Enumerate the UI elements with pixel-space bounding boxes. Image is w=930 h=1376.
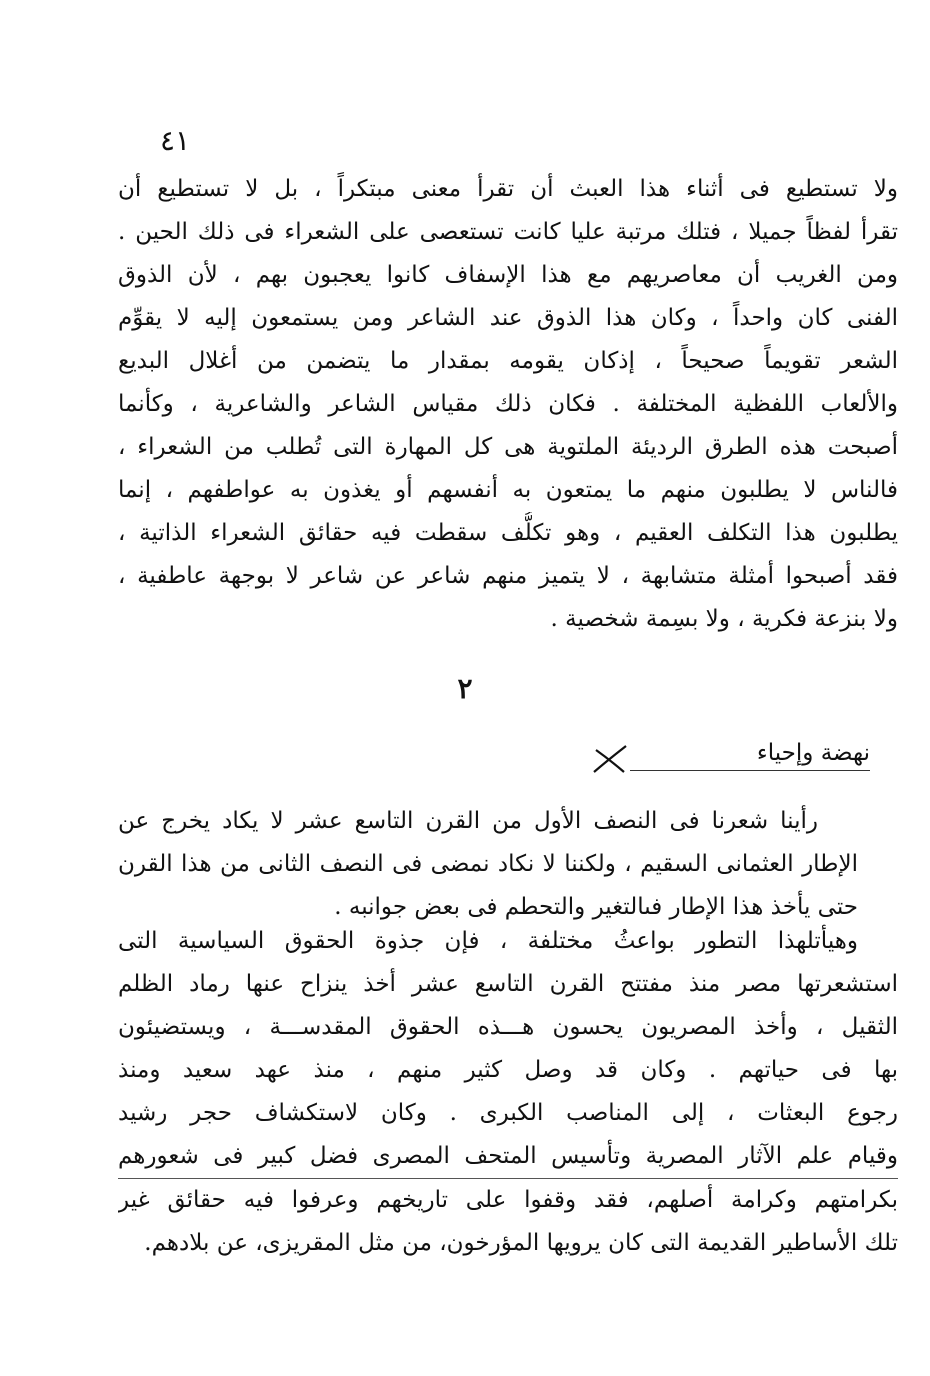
text-line: الإطار العثمانى السقيم ، ولكننا لا نكاد نمضى فى النصف الثانى من هذا القرن: [118, 851, 858, 877]
text-line: ولا تستطيع فى أثناء هذا العبث أن تقرأ معنى مبتكراً ، بل لا تستطيع أن: [118, 176, 898, 202]
text-line: بكرامتهم وكرامة أصلهم، فقد وقفوا على تاريخهم وعرفوا فيه حقائق غير: [118, 1187, 898, 1213]
section-title: نهضة وإحياء: [630, 740, 870, 771]
text-line: استشعرتها مصر منذ مفتتح القرن التاسع عشر أخذ ينزاح عنها رماد الظلم: [118, 971, 898, 997]
text-line: والألعاب اللفظية المختلفة . فكان ذلك مقياس الشاعر والشاعرية ، وكأنما: [118, 391, 898, 417]
top-paragraph: [118, 168, 898, 641]
section-number: ٢: [457, 672, 473, 705]
text-line: رأينا شعرنا فى النصف الأول من القرن التاسع عشر لا يكاد يخرج عن: [118, 808, 818, 834]
text-line: تلك الأساطير القديمة التى كان يرويها المؤرخون، من مثل المقريزى، عن بلادهم.: [144, 1230, 898, 1256]
text-line: الشعر تقويماً صحيحاً ، إذكان يقومه بمقدار ما يتضمن من أغلال البديع: [118, 348, 898, 374]
text-line: حتى يأخذ هذا الإطار فىالتغير والتحطم فى بعض جوانبه .: [334, 894, 858, 920]
text-line: الفنى كان واحداً ، وكان هذا الذوق عند الشاعر ومن يستمعون إليه لا يقوِّم: [118, 305, 898, 331]
text-line: وقيام علم الآثار المصرية وتأسيس المتحف المصرى فضل كبير فى شعورهم: [118, 1135, 898, 1179]
text-line: يطلبون هذا التكلف العقيم ، وهو تكلُّف سقطت فيه حقائق الشعراء الذاتية ،: [118, 520, 898, 546]
handwritten-cross-mark: [590, 742, 630, 778]
text-line: رجوع البعثات ، إلى المناصب الكبرى . وكان لاستكشاف حجر رشيد: [118, 1100, 898, 1126]
text-line: أصبحت هذه الطرق الرديئة الملتوية هى كل المهارة التى تُطلب من الشعراء ،: [118, 434, 898, 460]
text-line: بها فى حياتهم . وكان قد وصل كثير منهم ، منذ عهد سعيد ومنذ: [118, 1057, 898, 1083]
page-number: ٤١: [160, 124, 191, 157]
text-line: ومن الغريب أن معاصريهم مع هذا الإسفاف كانوا يعجبون بهم ، لأن الذوق: [118, 262, 898, 288]
text-line: فالناس لا يطلبون منهم ما يمتعون به أنفسهم أو يغذون به عواطفهم ، إنما: [118, 477, 898, 503]
text-line: ولا بنزعة فكرية ، ولا بسِمة شخصية .: [550, 606, 898, 632]
text-line: الثقيل ، وأخذ المصريون يحسون هـــذه الحقوق المقدســـة ، ويستضيئون: [118, 1014, 898, 1040]
text-line: فقد أصبحوا أمثلة متشابهة ، لا يتميز منهم شاعر عن شاعر لا بوجهة عاطفية ،: [118, 563, 898, 589]
section-paragraph-1: [118, 800, 858, 929]
text-line: تقرأ لفظاً جميلا ، فتلك مرتبة عليا كانت تستعصى على الشعراء فى ذلك الحين .: [118, 219, 898, 245]
text-line: وهيأتلهذا التطور بواعثُ مختلفة ، فإن جذوة الحقوق السياسية التى: [118, 928, 858, 954]
section-paragraph-2: [118, 920, 898, 1265]
